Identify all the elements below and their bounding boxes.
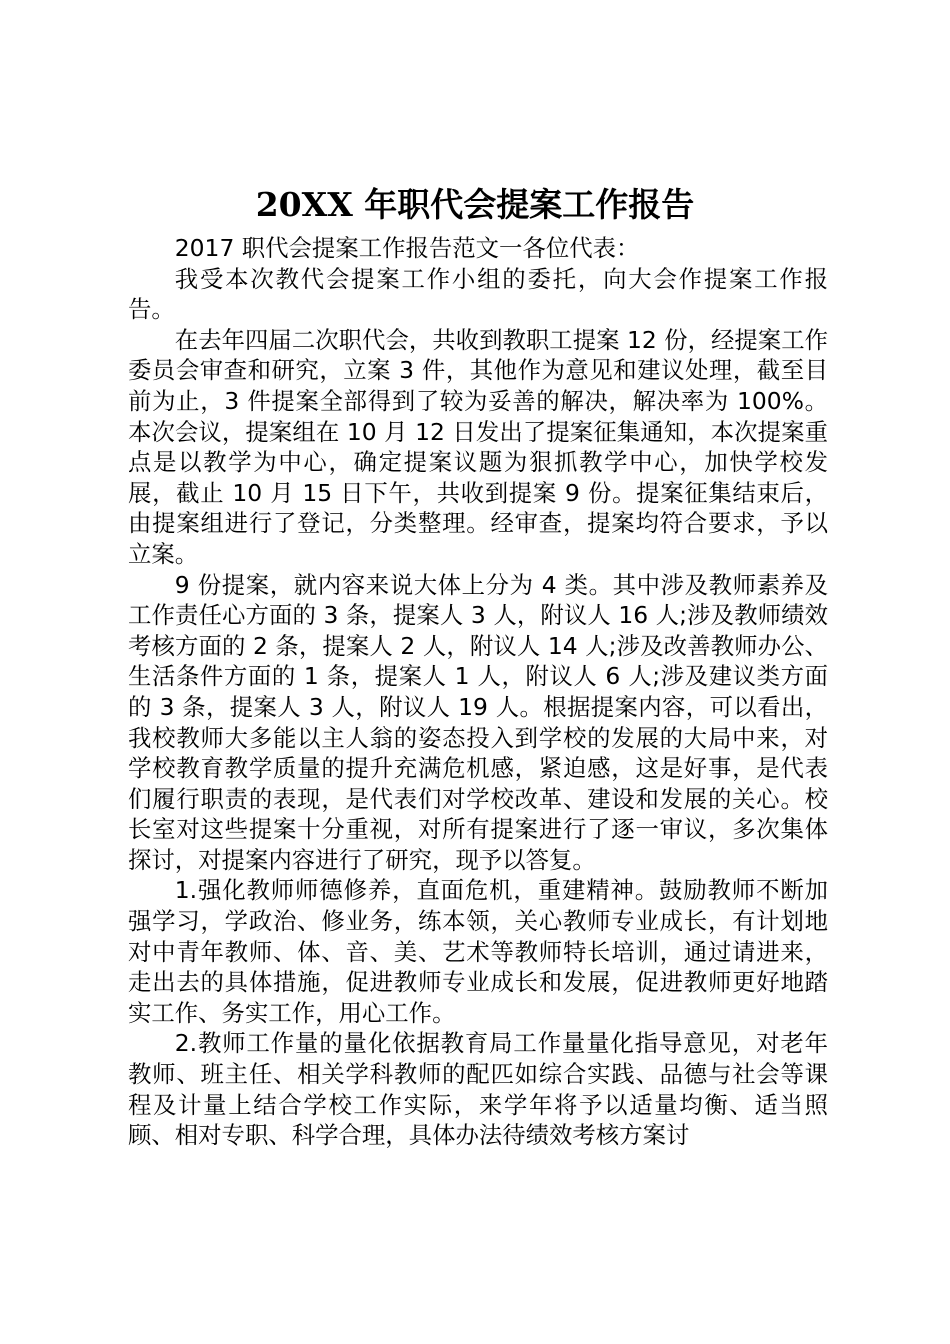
paragraph-previous-session: 在去年四届二次职代会，共收到教职工提案 12 份，经提案工作委员会审查和研究，立案 3 件，其他作为意见和建议处理，截至目前为止，3 件提案全部得到了较为妥善的解决，解决率为 100%。本次会议，提案组在 10 月 12 日发出了提案征集通知，本次提案重点是以教学为中心，确定提案议题为狠抓教学中心，加快学校发展，截止 10 月 15 日下午，共收到提案 9 份。提案征集结束后，由提案组进行了登记，分类整理。经审查，提案均符合要求，予以立案。 [128, 325, 828, 568]
paragraph-intro: 我受本次教代会提案工作小组的委托，向大会作提案工作报告。 [128, 264, 828, 324]
paragraph-greeting: 2017 职代会提案工作报告范文一各位代表： [174, 234, 640, 262]
paragraph-proposal-categories: 9 份提案，就内容来说大体上分为 4 类。其中涉及教师素养及工作责任心方面的 3 条，提案人 3 人，附议人 16 人;涉及教师绩效考核方面的 2 条，提案人 2 人，附议人 14 人;涉及改善教师办公、生活条件方面的 1 条，提案人 1 人，附议人 6 人;涉及建议类方面的 3 条，提案人 3 人，附议人 19 人。根据提案内容，可以看出，我校教师大多能以主人翁的姿态投入到学校的发展的大局中来，对学校教育教学质量的提升充满危机感，紧迫感，这是好事，是代表们履行职责的表现，是代表们对学校改革、建设和发展的关心。校长室对这些提案十分重视，对所有提案进行了逐一审议，多次集体探讨，对提案内容进行了研究，现予以答复。 [128, 570, 828, 874]
document-body [128, 233, 828, 1151]
document-title: 20XX 年职代会提案工作报告 [255, 185, 695, 224]
paragraph-item-2: 2.教师工作量的量化依据教育局工作量量化指导意见，对老年教师、班主任、相关学科教师的配匹如综合实践、品德与社会等课程及计量上结合学校工作实际，来学年将予以适量均衡、适当照顾、相对专职、科学合理，具体办法待绩效考核方案讨 [128, 1029, 828, 1150]
paragraph-item-1: 1.强化教师师德修养，直面危机，重建精神。鼓励教师不断加强学习，学政治、修业务，练本领，关心教师专业成长，有计划地对中青年教师、体、音、美、艺术等教师特长培训，通过请进来，走出去的具体措施，促进教师专业成长和发展，促进教师更好地踏实工作、务实工作，用心工作。 [128, 876, 828, 1027]
